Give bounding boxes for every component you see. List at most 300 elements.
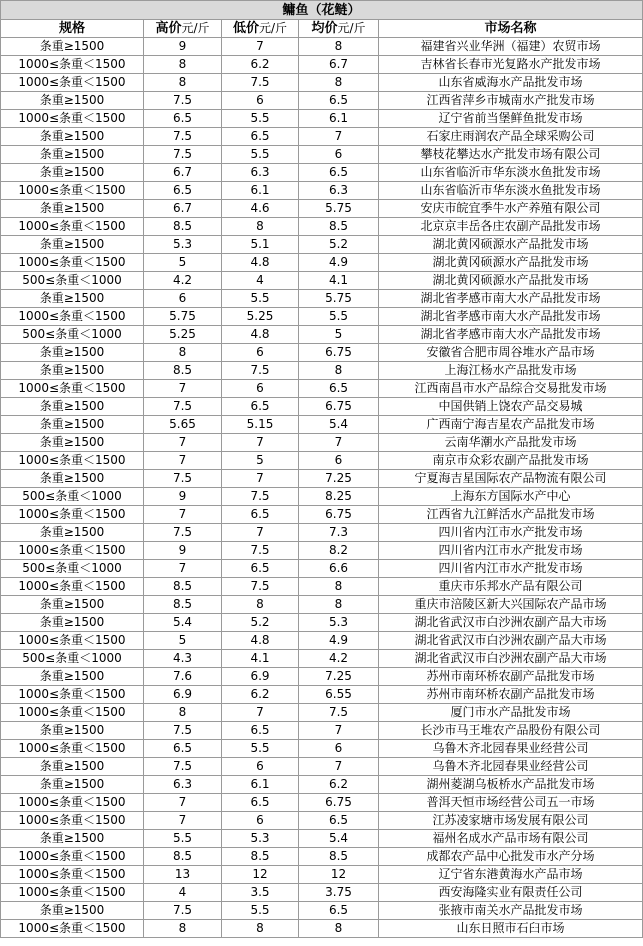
header-low-label: 低价	[232, 21, 259, 36]
cell-low-price: 5.1	[222, 236, 299, 254]
cell-avg-price: 6.75	[299, 506, 379, 524]
cell-high-price: 6.3	[144, 776, 222, 794]
cell-high-price: 7.5	[144, 524, 222, 542]
cell-spec: 条重≥1500	[1, 92, 144, 110]
cell-spec: 1000≤条重＜1500	[1, 218, 144, 236]
cell-market: 湖北省孝感市南大水产品批发市场	[379, 326, 643, 344]
table-row	[1, 272, 643, 290]
cell-spec: 条重≥1500	[1, 290, 144, 308]
table-row	[1, 398, 643, 416]
cell-low-price: 7	[222, 470, 299, 488]
table-row	[1, 794, 643, 812]
cell-avg-price: 7	[299, 128, 379, 146]
cell-high-price: 8.5	[144, 848, 222, 866]
cell-spec: 条重≥1500	[1, 596, 144, 614]
cell-spec: 条重≥1500	[1, 668, 144, 686]
cell-low-price: 4	[222, 272, 299, 290]
cell-avg-price: 5.4	[299, 830, 379, 848]
table-row	[1, 38, 643, 56]
cell-low-price: 5	[222, 452, 299, 470]
cell-spec: 1000≤条重＜1500	[1, 254, 144, 272]
cell-spec: 1000≤条重＜1500	[1, 866, 144, 884]
header-low-price	[222, 20, 299, 38]
cell-spec: 1000≤条重＜1500	[1, 578, 144, 596]
cell-avg-price: 8	[299, 74, 379, 92]
cell-market: 宁夏海吉星国际农产品物流有限公司	[379, 470, 643, 488]
cell-high-price: 8	[144, 74, 222, 92]
table-row	[1, 470, 643, 488]
cell-market: 成都农产品中心批发市水产分场	[379, 848, 643, 866]
table-row	[1, 452, 643, 470]
cell-market: 上海江杨水产品批发市场	[379, 362, 643, 380]
table-row	[1, 128, 643, 146]
cell-market: 苏州市南环桥农副产品批发市场	[379, 668, 643, 686]
cell-spec: 1000≤条重＜1500	[1, 794, 144, 812]
table-row	[1, 74, 643, 92]
cell-avg-price: 6.75	[299, 794, 379, 812]
table-row	[1, 830, 643, 848]
cell-market: 福州名成水产品市场有限公司	[379, 830, 643, 848]
cell-low-price: 6	[222, 380, 299, 398]
cell-spec: 条重≥1500	[1, 344, 144, 362]
cell-avg-price: 8	[299, 578, 379, 596]
cell-high-price: 5.4	[144, 614, 222, 632]
cell-market: 南京市众彩农副产品批发市场	[379, 452, 643, 470]
cell-high-price: 8.5	[144, 362, 222, 380]
cell-high-price: 7	[144, 560, 222, 578]
header-low-unit: 元/斤	[258, 21, 288, 35]
cell-market: 四川省内江市水产批发市场	[379, 560, 643, 578]
cell-high-price: 6.7	[144, 164, 222, 182]
cell-market: 山东省临沂市华东淡水鱼批发市场	[379, 164, 643, 182]
cell-avg-price: 8	[299, 596, 379, 614]
cell-market: 湖北省武汉市白沙洲农副产品大市场	[379, 650, 643, 668]
cell-high-price: 6	[144, 290, 222, 308]
cell-spec: 500≤条重＜1000	[1, 272, 144, 290]
cell-low-price: 4.8	[222, 326, 299, 344]
table-row	[1, 596, 643, 614]
cell-avg-price: 6.5	[299, 92, 379, 110]
cell-market: 西安海隆实业有限责任公司	[379, 884, 643, 902]
cell-high-price: 7.6	[144, 668, 222, 686]
cell-high-price: 5	[144, 254, 222, 272]
cell-avg-price: 7.3	[299, 524, 379, 542]
cell-avg-price: 6	[299, 740, 379, 758]
cell-spec: 条重≥1500	[1, 758, 144, 776]
cell-low-price: 5.5	[222, 290, 299, 308]
cell-avg-price: 4.9	[299, 254, 379, 272]
table-title-row	[1, 1, 643, 20]
cell-avg-price: 6	[299, 146, 379, 164]
cell-market: 吉林省长春市光复路水产批发市场	[379, 56, 643, 74]
cell-market: 乌鲁木齐北园春果业经营公司	[379, 740, 643, 758]
cell-spec: 1000≤条重＜1500	[1, 542, 144, 560]
cell-market: 北京京丰岳各庄农副产品批发市场	[379, 218, 643, 236]
cell-market: 湖北省武汉市白沙洲农副产品大市场	[379, 632, 643, 650]
cell-high-price: 5.5	[144, 830, 222, 848]
cell-avg-price: 4.9	[299, 632, 379, 650]
cell-low-price: 5.5	[222, 146, 299, 164]
cell-spec: 1000≤条重＜1500	[1, 110, 144, 128]
cell-low-price: 6.2	[222, 56, 299, 74]
cell-low-price: 6.1	[222, 776, 299, 794]
cell-high-price: 8	[144, 344, 222, 362]
cell-low-price: 4.8	[222, 254, 299, 272]
table-row	[1, 524, 643, 542]
cell-low-price: 7.5	[222, 362, 299, 380]
cell-avg-price: 5.5	[299, 308, 379, 326]
cell-market: 上海东方国际水产中心	[379, 488, 643, 506]
cell-low-price: 7	[222, 38, 299, 56]
table-row	[1, 380, 643, 398]
cell-spec: 条重≥1500	[1, 38, 144, 56]
cell-low-price: 7.5	[222, 74, 299, 92]
cell-high-price: 5.65	[144, 416, 222, 434]
cell-market: 四川省内江市水产批发市场	[379, 524, 643, 542]
cell-avg-price: 8.5	[299, 218, 379, 236]
cell-market: 安庆市皖宜季牛水产养殖有限公司	[379, 200, 643, 218]
cell-avg-price: 7	[299, 758, 379, 776]
cell-spec: 条重≥1500	[1, 128, 144, 146]
cell-spec: 1000≤条重＜1500	[1, 848, 144, 866]
cell-high-price: 8	[144, 920, 222, 938]
cell-high-price: 6.7	[144, 200, 222, 218]
table-row	[1, 344, 643, 362]
cell-market: 辽宁省东港黄海水产品市场	[379, 866, 643, 884]
cell-market: 安徽省合肥市周谷堆水产品市场	[379, 344, 643, 362]
cell-market: 山东日照市石臼市场	[379, 920, 643, 938]
cell-low-price: 12	[222, 866, 299, 884]
cell-low-price: 6	[222, 92, 299, 110]
cell-avg-price: 7.25	[299, 470, 379, 488]
table-header-row	[1, 20, 643, 38]
cell-spec: 条重≥1500	[1, 470, 144, 488]
cell-high-price: 6.9	[144, 686, 222, 704]
cell-high-price: 4.3	[144, 650, 222, 668]
table-row	[1, 92, 643, 110]
cell-market: 攀枝花攀达水产批发市场有限公司	[379, 146, 643, 164]
cell-market: 重庆市乐邦水产品有限公司	[379, 578, 643, 596]
table-row	[1, 200, 643, 218]
cell-avg-price: 8.2	[299, 542, 379, 560]
table-row	[1, 902, 643, 920]
cell-high-price: 4.2	[144, 272, 222, 290]
cell-spec: 条重≥1500	[1, 830, 144, 848]
cell-high-price: 5.3	[144, 236, 222, 254]
cell-spec: 条重≥1500	[1, 146, 144, 164]
table-row	[1, 56, 643, 74]
cell-market: 江西省萍乡市城南水产批发市场	[379, 92, 643, 110]
cell-low-price: 5.25	[222, 308, 299, 326]
cell-avg-price: 7	[299, 722, 379, 740]
cell-low-price: 7.5	[222, 578, 299, 596]
cell-low-price: 3.5	[222, 884, 299, 902]
cell-spec: 500≤条重＜1000	[1, 560, 144, 578]
cell-spec: 条重≥1500	[1, 200, 144, 218]
header-avg-label: 均价	[311, 21, 338, 36]
cell-market: 江苏凌家塘市场发展有限公司	[379, 812, 643, 830]
cell-market: 湖北黄冈硕源水产品批发市场	[379, 272, 643, 290]
cell-low-price: 6	[222, 344, 299, 362]
cell-high-price: 7.5	[144, 902, 222, 920]
cell-avg-price: 5.2	[299, 236, 379, 254]
table-row	[1, 182, 643, 200]
cell-market: 厦门市水产品批发市场	[379, 704, 643, 722]
cell-avg-price: 5.75	[299, 200, 379, 218]
cell-market: 湖州菱湖乌板桥水产品批发市场	[379, 776, 643, 794]
cell-high-price: 8	[144, 56, 222, 74]
cell-high-price: 7.5	[144, 92, 222, 110]
table-row	[1, 542, 643, 560]
cell-high-price: 8.5	[144, 218, 222, 236]
cell-high-price: 7	[144, 506, 222, 524]
cell-spec: 1000≤条重＜1500	[1, 308, 144, 326]
cell-market: 张掖市南关水产品批发市场	[379, 902, 643, 920]
cell-avg-price: 5.75	[299, 290, 379, 308]
cell-spec: 1000≤条重＜1500	[1, 56, 144, 74]
table-row	[1, 218, 643, 236]
table-row	[1, 848, 643, 866]
cell-avg-price: 5.3	[299, 614, 379, 632]
cell-avg-price: 4.1	[299, 272, 379, 290]
table-row	[1, 326, 643, 344]
cell-avg-price: 6.5	[299, 164, 379, 182]
cell-low-price: 6	[222, 758, 299, 776]
table-row	[1, 686, 643, 704]
cell-avg-price: 5.4	[299, 416, 379, 434]
cell-low-price: 4.8	[222, 632, 299, 650]
cell-low-price: 5.5	[222, 740, 299, 758]
cell-high-price: 7.5	[144, 722, 222, 740]
cell-high-price: 8.5	[144, 578, 222, 596]
cell-high-price: 7.5	[144, 146, 222, 164]
table-row	[1, 110, 643, 128]
cell-market: 辽宁省前当堡鲜鱼批发市场	[379, 110, 643, 128]
cell-spec: 条重≥1500	[1, 902, 144, 920]
cell-low-price: 4.6	[222, 200, 299, 218]
table-row	[1, 362, 643, 380]
table-row	[1, 290, 643, 308]
table-row	[1, 146, 643, 164]
cell-spec: 条重≥1500	[1, 362, 144, 380]
cell-low-price: 6.3	[222, 164, 299, 182]
cell-high-price: 8	[144, 704, 222, 722]
cell-high-price: 6.5	[144, 110, 222, 128]
cell-low-price: 4.1	[222, 650, 299, 668]
table-row	[1, 920, 643, 938]
cell-low-price: 5.3	[222, 830, 299, 848]
cell-spec: 条重≥1500	[1, 524, 144, 542]
cell-avg-price: 6.5	[299, 380, 379, 398]
cell-high-price: 7	[144, 452, 222, 470]
cell-market: 乌鲁木齐北园春果业经营公司	[379, 758, 643, 776]
cell-spec: 1000≤条重＜1500	[1, 632, 144, 650]
header-high-price	[144, 20, 222, 38]
cell-market: 重庆市涪陵区新大兴国际农产品市场	[379, 596, 643, 614]
cell-market: 长沙市马王堆农产品股份有限公司	[379, 722, 643, 740]
cell-spec: 条重≥1500	[1, 236, 144, 254]
cell-market: 湖北黄冈硕源水产品批发市场	[379, 254, 643, 272]
cell-market: 中国供销上饶农产品交易城	[379, 398, 643, 416]
header-market: 市场名称	[379, 20, 643, 38]
cell-avg-price: 6.1	[299, 110, 379, 128]
cell-low-price: 7.5	[222, 542, 299, 560]
cell-low-price: 6	[222, 812, 299, 830]
cell-high-price: 5.25	[144, 326, 222, 344]
table-row	[1, 650, 643, 668]
table-row	[1, 722, 643, 740]
cell-market: 苏州市南环桥农副产品批发市场	[379, 686, 643, 704]
table-row	[1, 434, 643, 452]
cell-low-price: 8.5	[222, 848, 299, 866]
table-row	[1, 308, 643, 326]
cell-high-price: 7	[144, 434, 222, 452]
table-row	[1, 236, 643, 254]
cell-spec: 条重≥1500	[1, 434, 144, 452]
table-row	[1, 812, 643, 830]
cell-high-price: 5.75	[144, 308, 222, 326]
table-row	[1, 614, 643, 632]
header-avg-price	[299, 20, 379, 38]
table-row	[1, 506, 643, 524]
cell-spec: 1000≤条重＜1500	[1, 380, 144, 398]
cell-high-price: 7.5	[144, 758, 222, 776]
cell-spec: 1000≤条重＜1500	[1, 506, 144, 524]
cell-high-price: 8.5	[144, 596, 222, 614]
cell-avg-price: 8	[299, 362, 379, 380]
cell-market: 湖北省孝感市南大水产品批发市场	[379, 290, 643, 308]
cell-spec: 1000≤条重＜1500	[1, 182, 144, 200]
table-row	[1, 164, 643, 182]
cell-avg-price: 3.75	[299, 884, 379, 902]
cell-spec: 1000≤条重＜1500	[1, 452, 144, 470]
cell-low-price: 7.5	[222, 488, 299, 506]
cell-spec: 1000≤条重＜1500	[1, 74, 144, 92]
cell-low-price: 6.5	[222, 794, 299, 812]
cell-avg-price: 8.5	[299, 848, 379, 866]
cell-high-price: 13	[144, 866, 222, 884]
table-row	[1, 488, 643, 506]
cell-avg-price: 6.2	[299, 776, 379, 794]
cell-market: 石家庄雨润农产品全球采购公司	[379, 128, 643, 146]
cell-market: 四川省内江市水产批发市场	[379, 542, 643, 560]
cell-avg-price: 5	[299, 326, 379, 344]
cell-spec: 500≤条重＜1000	[1, 488, 144, 506]
cell-high-price: 9	[144, 38, 222, 56]
table-body	[1, 38, 643, 938]
table-row	[1, 416, 643, 434]
cell-low-price: 5.2	[222, 614, 299, 632]
cell-low-price: 8	[222, 920, 299, 938]
header-spec: 规格	[1, 20, 144, 38]
cell-low-price: 6.2	[222, 686, 299, 704]
cell-market: 广西南宁海吉星农产品批发市场	[379, 416, 643, 434]
cell-avg-price: 6.6	[299, 560, 379, 578]
table-row	[1, 776, 643, 794]
cell-high-price: 5	[144, 632, 222, 650]
cell-market: 山东省临沂市华东淡水鱼批发市场	[379, 182, 643, 200]
cell-high-price: 7.5	[144, 470, 222, 488]
cell-avg-price: 6.3	[299, 182, 379, 200]
cell-low-price: 8	[222, 218, 299, 236]
cell-avg-price: 12	[299, 866, 379, 884]
cell-avg-price: 7.5	[299, 704, 379, 722]
cell-avg-price: 6.75	[299, 398, 379, 416]
cell-spec: 条重≥1500	[1, 776, 144, 794]
table-row	[1, 884, 643, 902]
table-row	[1, 560, 643, 578]
table-row	[1, 866, 643, 884]
cell-avg-price: 6.5	[299, 812, 379, 830]
cell-avg-price: 6	[299, 452, 379, 470]
table-row	[1, 254, 643, 272]
cell-high-price: 7	[144, 380, 222, 398]
cell-market: 普洱天恒市场经营公司五一市场	[379, 794, 643, 812]
cell-high-price: 7.5	[144, 398, 222, 416]
table-title: 鳙鱼（花鲢）	[1, 1, 643, 20]
header-high-label: 高价	[155, 21, 182, 36]
table-row	[1, 578, 643, 596]
cell-spec: 条重≥1500	[1, 398, 144, 416]
cell-spec: 条重≥1500	[1, 614, 144, 632]
cell-spec: 500≤条重＜1000	[1, 326, 144, 344]
cell-high-price: 9	[144, 488, 222, 506]
cell-avg-price: 6.55	[299, 686, 379, 704]
table-row	[1, 632, 643, 650]
cell-spec: 1000≤条重＜1500	[1, 704, 144, 722]
cell-spec: 1000≤条重＜1500	[1, 812, 144, 830]
cell-market: 山东省威海水产品批发市场	[379, 74, 643, 92]
cell-avg-price: 8	[299, 38, 379, 56]
cell-low-price: 7	[222, 434, 299, 452]
table-row	[1, 740, 643, 758]
cell-spec: 条重≥1500	[1, 722, 144, 740]
cell-spec: 500≤条重＜1000	[1, 650, 144, 668]
cell-low-price: 6.5	[222, 560, 299, 578]
cell-spec: 1000≤条重＜1500	[1, 884, 144, 902]
cell-low-price: 6.9	[222, 668, 299, 686]
cell-low-price: 5.5	[222, 110, 299, 128]
cell-avg-price: 8	[299, 920, 379, 938]
cell-avg-price: 7.25	[299, 668, 379, 686]
cell-market: 福建省兴业华洲（福建）农贸市场	[379, 38, 643, 56]
cell-avg-price: 4.2	[299, 650, 379, 668]
cell-low-price: 7	[222, 704, 299, 722]
cell-low-price: 6.1	[222, 182, 299, 200]
cell-high-price: 7	[144, 812, 222, 830]
cell-low-price: 6.5	[222, 398, 299, 416]
table-row	[1, 758, 643, 776]
cell-market: 湖北省孝感市南大水产品批发市场	[379, 308, 643, 326]
cell-high-price: 9	[144, 542, 222, 560]
cell-low-price: 7	[222, 524, 299, 542]
cell-avg-price: 6.7	[299, 56, 379, 74]
cell-avg-price: 6.75	[299, 344, 379, 362]
cell-high-price: 7	[144, 794, 222, 812]
cell-avg-price: 6.5	[299, 902, 379, 920]
cell-spec: 1000≤条重＜1500	[1, 740, 144, 758]
cell-market: 云南华潮水产品批发市场	[379, 434, 643, 452]
cell-avg-price: 8.25	[299, 488, 379, 506]
cell-low-price: 5.5	[222, 902, 299, 920]
cell-market: 江西省九江鲜活水产品批发市场	[379, 506, 643, 524]
cell-low-price: 5.15	[222, 416, 299, 434]
cell-low-price: 6.5	[222, 506, 299, 524]
cell-high-price: 7.5	[144, 128, 222, 146]
cell-market: 湖北黄冈硕源水产品批发市场	[379, 236, 643, 254]
cell-high-price: 6.5	[144, 740, 222, 758]
cell-low-price: 6.5	[222, 128, 299, 146]
